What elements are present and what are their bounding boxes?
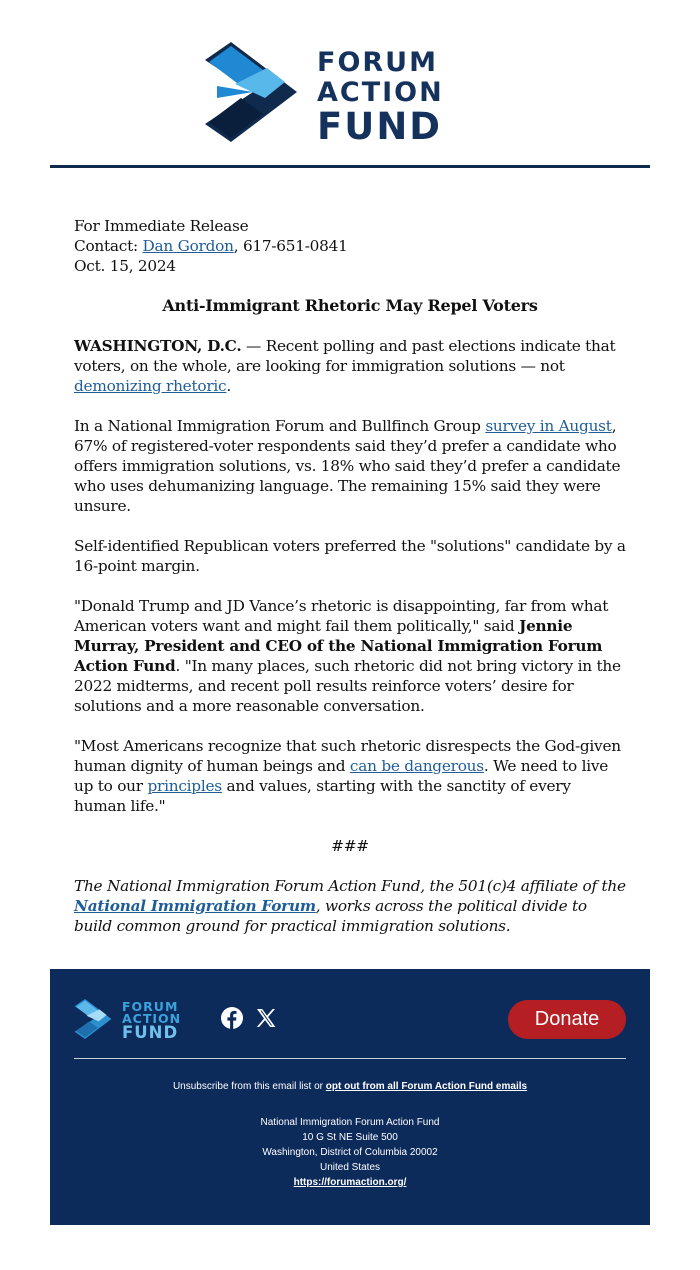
contact-phone: , 617-651-0841 xyxy=(233,237,348,255)
paragraph-4: "Donald Trump and JD Vance’s rhetoric is disappointing, far from what American voters want and might fail them politically," said Jennie Murray, President and CEO of the National Immigration Forum Action Fund. "In many places, such rhetoric did not bring victory in the 2022 midterms, and recent poll results reinforce voters’ desire for solutions and a more reasonable conversation. xyxy=(74,597,621,715)
address-org: National Immigration Forum Action Fund xyxy=(260,1117,440,1128)
website-link[interactable]: https://forumaction.org/ xyxy=(293,1177,407,1188)
unsubscribe-line xyxy=(50,1081,650,1092)
principles-link[interactable]: principles xyxy=(147,777,222,795)
opt-out-link[interactable]: opt out from all Forum Action Fund emails xyxy=(325,1081,528,1092)
paragraph-1: WASHINGTON, D.C. — Recent polling and past elections indicate that voters, on the whole, are looking for immigration solutions — not demonizing rhetoric. xyxy=(74,337,616,395)
footer-logo-wordmark xyxy=(122,1001,181,1040)
header-divider xyxy=(50,165,650,168)
footer-divider xyxy=(74,1058,626,1059)
speaker-name: Jennie Murray, President and CEO of the National Immigration Forum Action Fund xyxy=(74,617,603,675)
paragraph-3: Self-identified Republican voters preferred the "solutions" candidate by a 16-point margin. xyxy=(74,537,626,575)
email-header xyxy=(50,0,650,168)
address-street: 10 G St NE Suite 500 xyxy=(302,1132,398,1143)
address-city: Washington, District of Columbia 20002 xyxy=(262,1147,438,1158)
release-label: For Immediate Release xyxy=(74,217,249,235)
footer-logo-line-action: ACTION xyxy=(122,1011,182,1026)
can-be-dangerous-link[interactable]: can be dangerous xyxy=(349,757,484,775)
demonizing-rhetoric-link[interactable]: demonizing rhetoric xyxy=(74,377,227,395)
footer-logo-line-fund: FUND xyxy=(122,1023,179,1042)
end-marker: ### xyxy=(331,837,369,855)
unsubscribe-text: Unsubscribe from this email list or xyxy=(172,1081,326,1092)
about-paragraph: The National Immigration Forum Action Fund, the 501(c)4 affiliate of the National Immigration Forum, works across the political divide to build common ground for practical immigration solutions. xyxy=(74,877,626,935)
email-footer xyxy=(50,969,650,1225)
press-release-body xyxy=(74,216,626,956)
address-country: United States xyxy=(319,1162,381,1173)
logo-wordmark xyxy=(317,48,444,146)
survey-link[interactable]: survey in August xyxy=(485,417,612,435)
release-meta xyxy=(74,216,626,276)
mailing-address xyxy=(50,1115,650,1190)
paragraph-2: In a National Immigration Forum and Bullfinch Group survey in August, 67% of registered-voter respondents said they’d prefer a candidate who offers immigration solutions, vs. 18% who said they’d prefer a candidate who uses dehumanizing language. The remaining 15% said they were unsure. xyxy=(74,417,621,515)
release-date: Oct. 15, 2024 xyxy=(74,257,176,275)
logo-line-forum: FORUM xyxy=(317,47,438,78)
dateline: WASHINGTON, D.C. xyxy=(74,337,242,355)
paragraph-5: "Most Americans recognize that such rhetoric disrespects the God-given human dignity of human beings and can be dangerous. We need to live up to our principles and values, starting with the sanctity of every human life." xyxy=(74,737,621,815)
contact-prefix: Contact: xyxy=(74,237,143,255)
logo-line-fund: FUND xyxy=(317,105,442,148)
footer-logo-line-forum: FORUM xyxy=(122,999,179,1014)
facebook-icon[interactable] xyxy=(220,1006,244,1030)
national-immigration-forum-link[interactable]: National Immigration Forum xyxy=(74,897,316,915)
logo-line-action: ACTION xyxy=(317,77,444,108)
x-icon[interactable] xyxy=(254,1006,278,1030)
forum-action-fund-logo-icon xyxy=(205,42,297,142)
footer-logo-icon xyxy=(74,999,112,1039)
headline: Anti-Immigrant Rhetoric May Repel Voters xyxy=(162,296,538,315)
contact-name-link[interactable]: Dan Gordon xyxy=(142,237,234,255)
donate-button[interactable]: Donate xyxy=(508,1000,626,1039)
